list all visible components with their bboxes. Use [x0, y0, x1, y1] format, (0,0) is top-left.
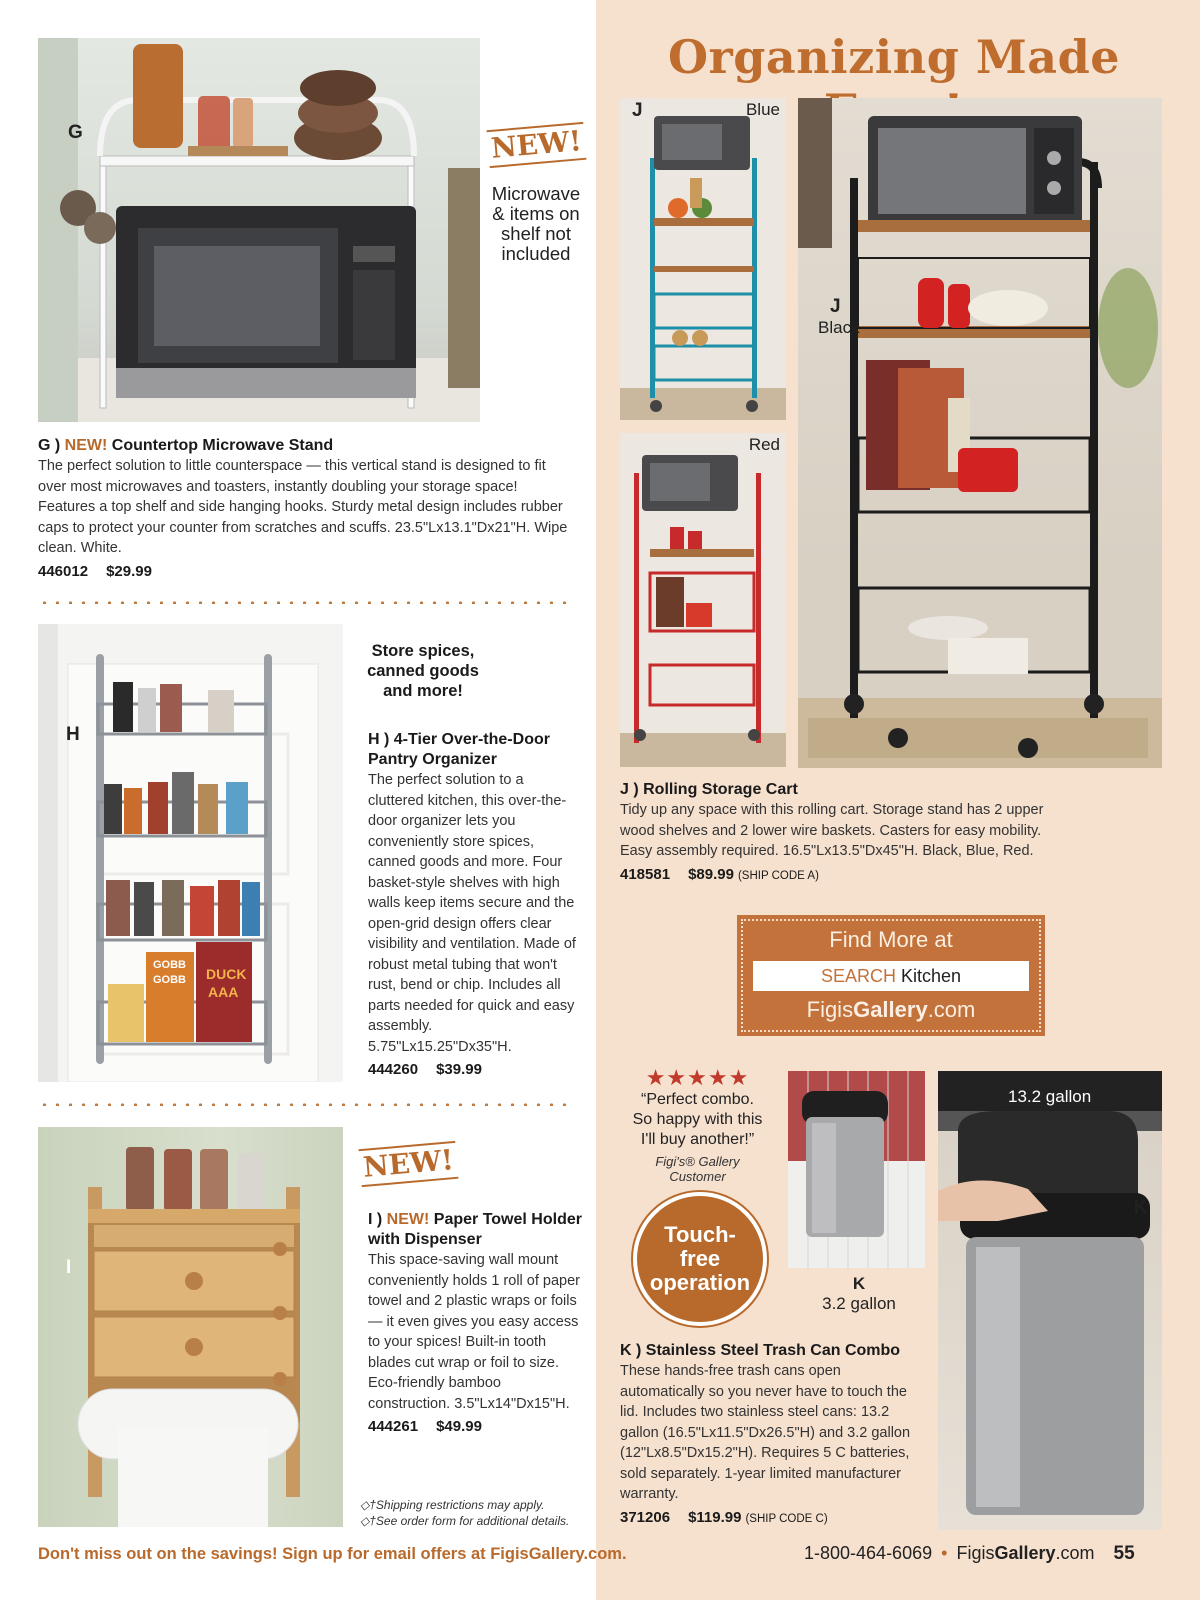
product-g-new-label: NEW!	[64, 437, 108, 454]
product-j-sku: 418581	[620, 865, 671, 883]
product-g-description: The perfect solution to little counterspace — this vertical stand is designed to fit over most microwaves and toasters, instantly doubling your storage space! Features a top shelf and side hanging hooks. Sturdy metal design includes rubber caps to protect your counter from scratches and scuffs. 23.5"Lx13.1"Dx21"H. Wipe clean. White.	[38, 458, 568, 556]
find-more-site-bold: Gallery	[853, 997, 928, 1022]
store-spices-callout: Store spices, canned goods and more!	[367, 642, 479, 700]
new-stamp-g: NEW!	[487, 122, 587, 168]
product-k-price: $119.99	[688, 1508, 742, 1526]
product-k-heading	[620, 1341, 920, 1361]
large-trash-can-photo	[938, 1071, 1162, 1530]
product-h-sku: 444260	[368, 1061, 419, 1078]
review-source: Figi's® Gallery Customer	[655, 1154, 740, 1184]
red-cart-photo	[620, 433, 786, 767]
red-cart-label: Red	[748, 435, 780, 454]
blue-cart-photo	[620, 98, 786, 420]
package-text-4: AAA	[208, 984, 239, 1000]
product-j-ship-code: (SHIP CODE A)	[737, 869, 819, 882]
product-h-title: 4-Tier Over-the-Door Pantry Organizer	[368, 731, 550, 768]
shipping-note-1: ◇†Shipping restrictions may apply.	[360, 1498, 545, 1512]
pantry-organizer-photo	[38, 624, 343, 1082]
product-i-price: $49.99	[436, 1418, 482, 1435]
review-quote: “Perfect combo. So happy with this I'll buy another!”	[632, 1091, 763, 1148]
email-signup-promo[interactable]: Don't miss out on the savings! Sign up for email offers at FigisGallery.com.	[38, 1545, 627, 1563]
page-headline: Organizing Made	[667, 30, 1121, 84]
small-trash-can-photo	[788, 1071, 925, 1268]
paper-towel-holder-photo	[38, 1127, 343, 1527]
find-more-site-prefix: Figis	[806, 997, 854, 1022]
product-i-sku: 444261	[368, 1418, 419, 1435]
small-can-letter: K	[852, 1274, 866, 1293]
product-h-price: $39.99	[436, 1061, 482, 1078]
shipping-note-2: ◇†See order form for additional details.	[360, 1514, 570, 1528]
product-j-heading	[620, 780, 1070, 800]
product-i-description: This space-saving wall mount conveniently holds 1 roll of paper towel and 2 plastic wraps or foils — it even gives you easy access to your spices! Built-in tooth blades cut wrap or foil to size. Eco-friendly bamboo construction. 3.5"Lx14"Dx15"H.	[368, 1252, 580, 1412]
review-stars: ★★★★★	[645, 1065, 750, 1090]
product-g-price: $29.99	[106, 562, 152, 580]
footer-site-suffix: .com	[1055, 1543, 1095, 1563]
find-more-site[interactable]	[737, 997, 1045, 1023]
footer-site[interactable]	[956, 1543, 1094, 1563]
product-i-price-line	[368, 1418, 583, 1435]
black-cart-photo	[798, 98, 1162, 768]
product-i-heading	[368, 1210, 583, 1250]
microwave-not-included-note: Microwave & items on shelf not included	[491, 183, 581, 264]
product-g-title: Countertop Microwave Stand	[111, 437, 334, 454]
footer-bullet: •	[941, 1543, 948, 1563]
product-h-description: The perfect solution to a cluttered kitchen, this over-the-door organizer lets you conveniently store spices, canned goods and more. Four basket-style shelves with high walls keep items secure and the open-grid design offers clear visibility and ventilation. Made of robust metal tubing that won't rust, bend or chip. Includes all parts needed for quick and easy assembly. 5.75"Lx15.25"Dx35"H.	[368, 772, 576, 1055]
product-g-price-line	[38, 563, 568, 580]
product-k-price-line	[620, 1509, 920, 1526]
touch-free-badge: Touch-free operation	[633, 1192, 767, 1326]
product-h-prefix: H )	[368, 731, 390, 748]
item-letter-j: J	[632, 100, 643, 121]
black-cart-label: Black	[818, 318, 860, 337]
package-text-2: GOBB	[153, 974, 186, 986]
product-i-copy	[368, 1210, 583, 1435]
product-k-ship-code: (SHIP CODE C)	[745, 1512, 828, 1525]
product-g-heading	[38, 436, 568, 456]
microwave-stand-photo	[38, 38, 480, 422]
product-g-copy	[38, 436, 568, 580]
divider-1	[38, 601, 573, 604]
blue-cart-label: Blue	[745, 100, 780, 119]
footer-site-bold: Gallery	[994, 1543, 1056, 1563]
package-text-3: DUCK	[206, 966, 247, 982]
find-more-site-suffix: .com	[927, 997, 976, 1022]
product-i-title: Paper Towel Holder with Dispenser	[368, 1211, 582, 1248]
product-j-copy	[620, 780, 1070, 883]
item-letter-k: K	[1134, 1197, 1147, 1217]
small-can-caption	[800, 1274, 918, 1314]
find-more-box[interactable]	[737, 915, 1045, 1036]
product-g-prefix: G )	[38, 437, 61, 454]
product-i-new-label: NEW!	[386, 1211, 430, 1228]
product-k-title: Stainless Steel Trash Can Combo	[645, 1342, 901, 1359]
small-can-size: 3.2 gallon	[822, 1294, 896, 1313]
shipping-notes	[360, 1497, 569, 1529]
large-can-size: 13.2 gallon	[1008, 1087, 1092, 1106]
package-text-1: GOBB	[153, 959, 186, 971]
product-k-prefix: K )	[620, 1342, 642, 1359]
item-letter-g: G	[68, 122, 83, 143]
footer-contact	[804, 1543, 1135, 1565]
find-more-heading: Find More at	[829, 927, 953, 952]
product-i-prefix: I )	[368, 1211, 383, 1228]
product-k-copy	[620, 1341, 920, 1526]
page-number: 55	[1113, 1543, 1135, 1564]
divider-2	[38, 1103, 573, 1106]
customer-review	[630, 1066, 765, 1184]
footer-site-prefix: Figis	[956, 1543, 995, 1563]
product-h-price-line	[368, 1061, 578, 1078]
search-kitchen-field[interactable]	[753, 961, 1029, 991]
product-h-heading	[368, 730, 578, 770]
item-letter-i: I	[66, 1257, 72, 1278]
new-stamp-i: NEW!	[359, 1141, 459, 1187]
product-j-description: Tidy up any space with this rolling cart. Storage stand has 2 upper wood shelves and 2 lower wire baskets. Casters for easy mobility. Easy assembly required. 16.5"Lx13.5"Dx45"H. Black, Blue, Red.	[620, 802, 1044, 859]
search-term: Kitchen	[900, 966, 962, 986]
footer-phone[interactable]: 1-800-464-6069	[804, 1543, 933, 1563]
product-j-prefix: J )	[620, 781, 639, 798]
product-k-sku: 371206	[620, 1508, 671, 1526]
product-j-price-line	[620, 866, 1070, 883]
product-j-title: Rolling Storage Cart	[643, 781, 798, 798]
item-letter-j-black: J	[830, 296, 841, 317]
product-k-description: These hands-free trash cans open automatically so you never have to touch the lid. Includes two stainless steel cans: 13.2 gallon (16.5"Lx11.5"Dx26.5"H) and 3.2 gallon (12"Lx8.5"Dx15.2"H). Requires 5 C batteries, sold separately. 1-year limited manufacturer warranty.	[620, 1363, 911, 1502]
product-j-price: $89.99	[688, 865, 734, 883]
item-letter-h: H	[66, 724, 80, 745]
product-g-sku: 446012	[38, 562, 89, 580]
product-h-copy	[368, 730, 578, 1078]
search-label: SEARCH	[820, 966, 896, 986]
